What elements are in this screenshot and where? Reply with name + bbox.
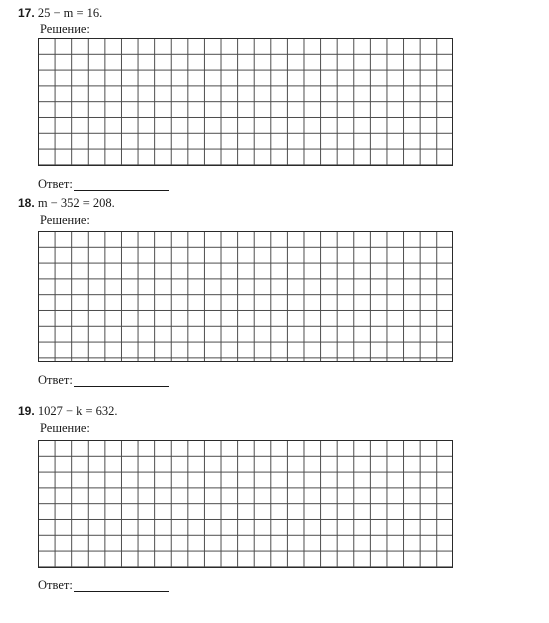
answer-line[interactable] xyxy=(74,374,169,387)
task-header xyxy=(18,404,118,418)
task-number: 18. xyxy=(18,196,35,210)
task-header xyxy=(18,6,102,20)
task-number: 17. xyxy=(18,6,35,20)
task-equation: 25 − m = 16. xyxy=(37,6,103,20)
answer-field[interactable] xyxy=(38,177,169,191)
task-number: 19. xyxy=(18,404,35,418)
solution-label: Решение: xyxy=(40,213,90,227)
answer-line[interactable] xyxy=(74,178,169,191)
task-header xyxy=(18,196,115,210)
answer-label: Ответ: xyxy=(38,177,73,191)
solution-grid[interactable] xyxy=(38,440,453,568)
solution-label: Решение: xyxy=(40,421,90,435)
solution-grid[interactable] xyxy=(38,231,453,362)
task-equation: 1027 − k = 632. xyxy=(37,404,118,418)
solution-label: Решение: xyxy=(40,22,90,36)
answer-label: Ответ: xyxy=(38,373,73,387)
solution-grid[interactable] xyxy=(38,38,453,166)
answer-field[interactable] xyxy=(38,578,169,592)
answer-field[interactable] xyxy=(38,373,169,387)
answer-label: Ответ: xyxy=(38,578,73,592)
task-equation: m − 352 = 208. xyxy=(37,196,115,210)
answer-line[interactable] xyxy=(74,579,169,592)
